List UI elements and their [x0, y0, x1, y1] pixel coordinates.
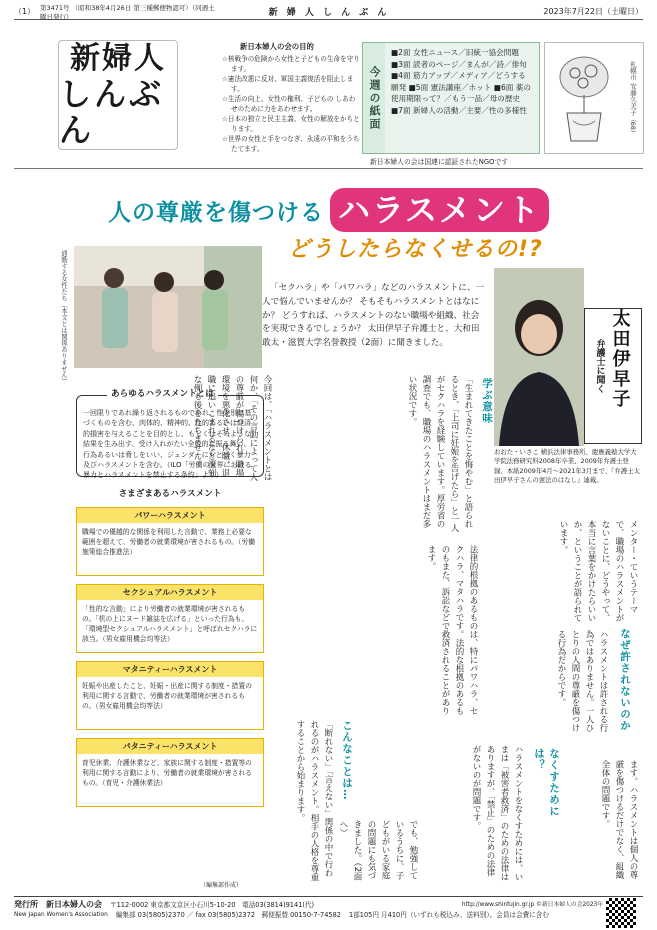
article-column: ます。ハラスメントは個人の尊厳を傷つけるだけでなく、組織全体の問題です。: [600, 760, 638, 879]
masthead-logo: [58, 40, 178, 150]
headline-part1: 人の尊厳を傷つける: [108, 199, 324, 226]
type-desc: 職場での優越的な関係を利用した言動で、業務上必要な範囲を超えて、労働者の就業環境が害されるもの。（労働施策総合推進法）: [82, 528, 255, 556]
subscription-price: 1部105円 月410円（いずれも税込み、送料別）。会員は会費に含む: [348, 911, 549, 919]
type-desc: 妊娠や出産したこと、妊娠・出産に関する制度・措置の利用に関する言動で、労働者の就業環境が害されるもの。（男女雇用機会均等法）: [82, 682, 252, 710]
goal-item: ☆憲法改悪に反対、軍国主義復活を阻止します。: [222, 75, 354, 93]
masthead-line2: しんぶん: [59, 75, 165, 149]
interview-title: 弁護士に聞く: [594, 339, 605, 393]
article-column: ハラスメントをなくすためには、いまは「被害者救済」のための法律はありますが、「禁止」のための法律がないのが問題です。: [471, 745, 523, 881]
top-bar: [14, 4, 643, 20]
publisher-url[interactable]: http://www.shinfujin.gr.jp ©新日本婦人の会2023年: [461, 902, 603, 908]
flower-pot-illustration: [553, 51, 615, 147]
paper-name: 新 婦 人 し ん ぶ ん: [268, 8, 390, 18]
article-column: メンター・ていうテーマで、職場のハラスメントがないことに、どうやって、本当に言葉をかけたらいいか、ということが語られています。: [558, 520, 638, 622]
footer: [14, 900, 643, 926]
association-goals: [222, 42, 360, 154]
contents-text: ■2面 女性ニュース／旧統一協会問題 ■3面 読者のページ／まんが／詩／俳句 ■4面 筋力アップ／メディア／どうする願発 ■5面 憲法講座／ホット ■6面 薬の使用期限って？／もう一品／母の歴史 ■7面 新婦人の活動／主要／性の多様性: [391, 48, 531, 115]
publisher-address: 〒112-0002 東京都文京区小石川5-10-20 電話03(3814)9141(代): [110, 901, 315, 909]
section-heading: 学ぶ意味: [481, 378, 493, 424]
type-name: パタニティーハラスメント: [77, 739, 263, 754]
ngo-note: 新日本婦人の会は国連に認証されたNGOです: [370, 158, 509, 166]
sub-headline: どうしたらなくせるの!?: [288, 237, 543, 262]
interviewee-name: 太田伊早子: [609, 309, 631, 409]
contents-title: 今週の紙面: [363, 43, 385, 153]
weekly-contents: [362, 42, 540, 154]
type-name: セクシュアルハラスメント: [77, 585, 263, 600]
article-column: 「断れない」「言えない」関係の中で行われるのがハラスメント。相手の人格を尊重することから始まります。: [295, 720, 333, 882]
goal-item: ☆核戦争の危険から女性と子どもの生命を守ります。: [222, 55, 360, 73]
page-number: （1）: [14, 7, 36, 16]
section-heading: なぜ許されないのか: [619, 628, 631, 732]
interviewee-name-box: [584, 308, 642, 444]
harassment-type-maternity: [76, 661, 264, 730]
intro-text: 「セクハラ」や「パワハラ」などのハラスメントに、一人で悩んでいませんか？ そもそもハラスメントとはなにか？ どうすれば、ハラスメントのない職場や組織、社会を実現できるでしょうか？ 太田伊早子弁護士と、大和田敢太・滋賀大学名誉教授（2面）に聞きました。: [262, 283, 485, 349]
lawyer-portrait-photo: [494, 268, 584, 446]
goal-item: ☆世界の女性と手をつなぎ、永遠の平和をうちたてます。: [222, 135, 360, 153]
issue-number: 第3471号 （昭和38年4月26日 第三種郵便物認可）（同週土曜日発行）: [40, 3, 215, 21]
box-credit: （編集部作成）: [200, 882, 243, 889]
publisher-name: 発行所 新日本婦人の会: [14, 900, 102, 909]
article-column: 「生まれてきたことを悔やむ」と語られるとき、「上司に妊娠を告げたら」と一人がセクハラを経験しています。厚労省の調査でも、職場のハラスメントはまだ多い状況です。: [407, 375, 473, 533]
main-headline: [108, 188, 549, 232]
section-heading: こんなことは…: [341, 720, 353, 801]
harassment-type-paternity: [76, 738, 264, 807]
illustration-credit: 札幌市 安藤久美子（68）: [629, 61, 637, 137]
type-name: マタニティーハラスメント: [77, 662, 263, 677]
divider: [14, 168, 643, 169]
masthead-line1: 新婦人: [70, 41, 166, 76]
publisher-name-en: New Japan Women's Association: [14, 912, 108, 918]
photo-caption: 通勤する女性たち（本文とは関係ありません）: [60, 250, 68, 385]
goal-item: ☆生活の向上、女性の権利、子どもの しあわせのために力をあわせます。: [222, 95, 356, 113]
type-desc: 育児休業、介護休業など、家族に関する制度・措置等の利用に関する言動により、労働者の就業環境が害されるもの。（育児・介護休業法）: [82, 759, 252, 787]
definition-title: あらゆるハラスメントとは: [107, 389, 218, 399]
article-column: 今回は、「ハラスメントとは何か、「その言動によって人の尊厳が傷つけられ、職場環境を悪化させ、休職、退職に追いこまれるなど深刻な例も後をたちません。: [192, 375, 272, 482]
illustration-box: [544, 42, 644, 154]
harassment-type-sexual: [76, 584, 264, 653]
harassment-type-power: [76, 507, 264, 576]
type-name: パワーハラスメント: [77, 508, 263, 523]
interviewee-bio: おおた・いさこ 横浜法律事務所、慶應義塾大学大学院法務研究科2008年卒業、2009年弁護士登録、本紙2009年4月～2021年3月まで、『弁護士太田伊早子さんの憲法のはなし』連載。: [494, 448, 640, 485]
definition-text: 一回限りであれ繰り返されるものであれ、性差別に基づくものを含む、肉体的、精神的、性的あるいは経済的損害を与えることを目的とし、もしくはそのような結果を生み出す、受け入れがたい全般的な振る舞い、行為あるいは脅しをいい、ジェンダーにもとづく暴力及びハラスメントを含む。（ILO「労働の世界における暴力とハラスメントを禁止する条約」より）: [83, 409, 252, 480]
goal-item: ☆日本の独立と民主主義、女性の解放をかちとります。: [222, 115, 360, 133]
types-title: さまざまあるハラスメント: [118, 489, 222, 499]
qr-code-icon[interactable]: [606, 898, 636, 928]
article-column: ハラスメントは許される行為ではありません。一人ひとりの人間の尊厳を傷つける行為だからです。: [556, 630, 608, 732]
section-heading: なくすためには？: [533, 748, 560, 817]
headline-part2: ハラスメント: [330, 188, 549, 232]
type-desc: 「性的な言動」により労働者の就業環境が害されるもの。「机の上にヌード雑誌を広げる」といった行為も、「環境型セクシュアルハラスメント」と呼ばれセクハラに該当。（男女雇用機会均等法）: [82, 605, 258, 643]
goals-title: 新日本婦人の会の目的: [240, 42, 314, 51]
article-column: でも、勉強しているうちに、子どもがいる家庭の問題にも気づきました。（2面へ）: [338, 820, 418, 881]
commuting-women-photo: [74, 246, 262, 368]
footer-divider: [14, 896, 643, 897]
editorial-contact: 編集部 03(5805)2370 ／ fax 03(5805)2372 郵便振替 00150-7-74582: [115, 911, 341, 919]
article-column: 法律的根拠のあるものは、特にパワハラ、セクハラ、マタハラです。法的な根拠のあるものもまた、訴訟などで救済されることがあります。: [426, 545, 478, 715]
issue-date: 2023年7月22日（土曜日）: [543, 7, 643, 16]
